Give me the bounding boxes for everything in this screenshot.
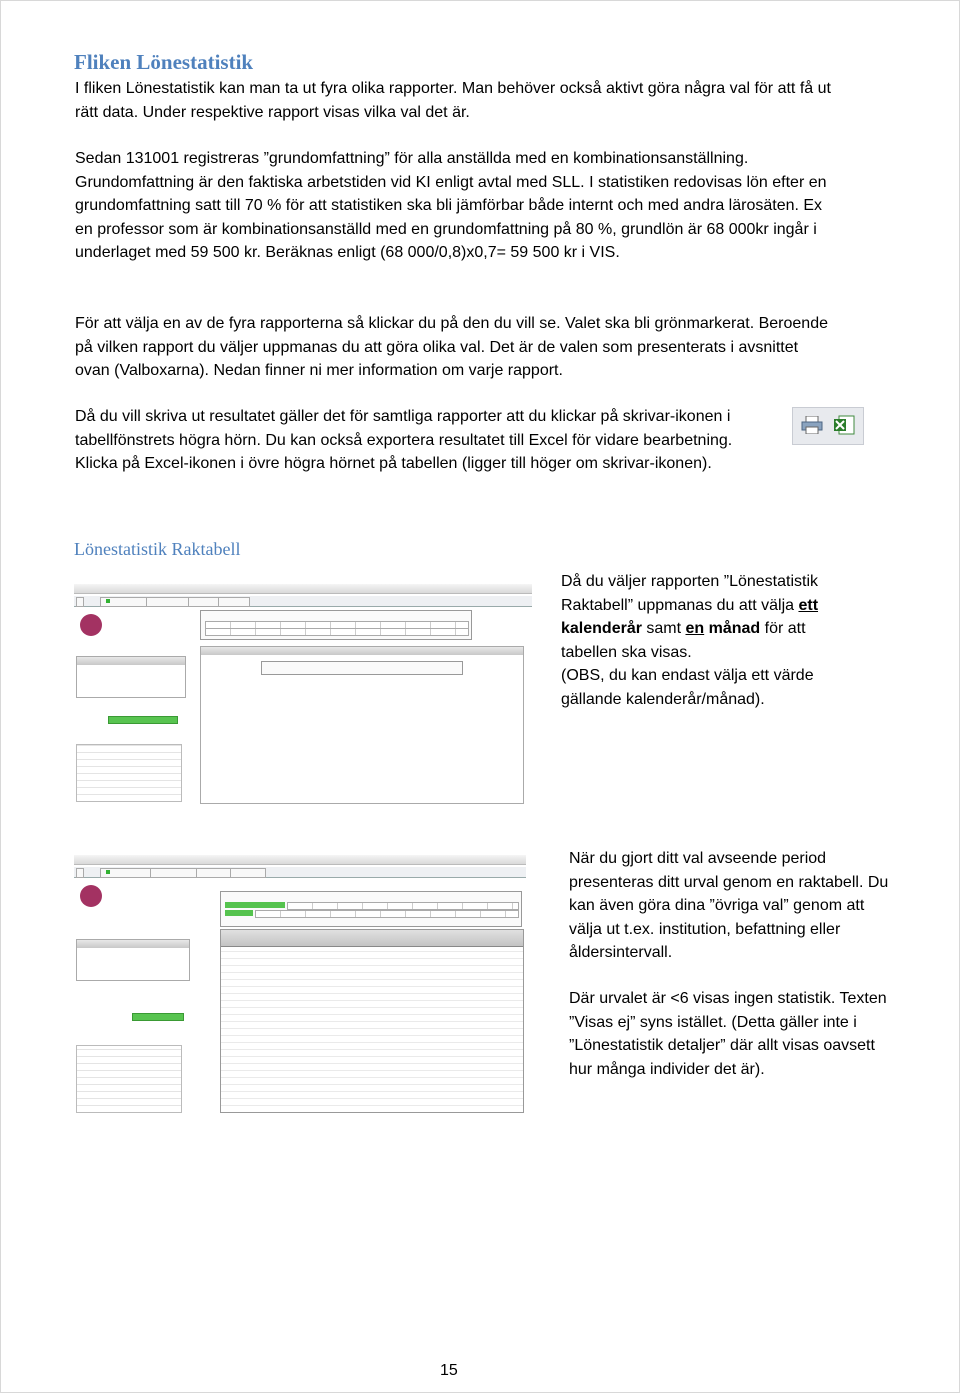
side1-text-c: för att tabellen ska visas. [561,620,806,661]
notice-box [261,661,463,675]
side1-text-b: samt [641,620,686,637]
intro-paragraph-1: I fliken Lönestatistik kan man ta ut fyra olika rapporter. Man behöver också aktivt göra några val för att få ut rätt data. Under respektive rapport visas vilka val det är. [75,80,831,121]
tab [76,597,84,607]
tab [196,868,234,878]
report-panel [200,646,524,804]
browser-toolbar [74,855,526,865]
month-row [205,628,469,636]
heading-main: Fliken Lönestatistik [74,50,254,74]
calendar-box [220,891,522,927]
page-number: 15 [440,1362,458,1379]
screenshot-calendar-selection [74,584,532,804]
tab-bar [74,867,526,878]
side1-en: en [685,620,705,637]
intro-paragraph-3: För att välja en av de fyra rapporterna så klickar du på den du vill se. Valet ska bli grönmarkerat. Beroende på vilken rapport du väljer uppmanas du att göra olika val. Det är de valen som presenterats i avsnittet ovan (Valboxarna). Nedan finner ni mer information om varje rapport. [75,315,828,379]
calendar-box [200,610,472,640]
selected-month [225,910,253,916]
other-choices-list [76,1045,182,1113]
tab [218,597,250,607]
tab [188,597,222,607]
side-text-1 [561,570,861,711]
selection-panel [76,939,190,981]
side1-ett: ett [798,596,819,614]
report-selected [108,716,178,724]
browser-toolbar [74,584,532,594]
tab [146,597,192,607]
selected-year [225,902,285,908]
side-text-2: När du gjort ditt val avseende period presenteras ditt urval genom en raktabell. Du kan även göra dina ”övriga val” genom att välja ut t.ex. institution, befattning eller åldersintervall. [569,850,889,961]
other-choices-list [76,744,182,802]
karolinska-logo [80,885,136,915]
excel-icon [833,414,855,436]
intro-paragraph-4: Då du vill skriva ut resultatet gäller det för samtliga rapporter att du klickar på skrivar-ikonen i tabellfönstrets högra hörn. Du kan också exportera resultatet till Excel för vidare bearbetning. Klicka på Excel-ikonen i övre högra hörnet på tabellen (ligger till höger om skrivar-ikonen). [75,408,733,472]
side1-kalenderar: kalenderår [561,620,642,637]
selection-panel [76,656,186,698]
tab [150,868,200,878]
report-selected [132,1013,184,1021]
month-row [255,910,519,918]
intro-paragraph-2: Sedan 131001 registreras ”grundomfattning” för alla anställda med en kombinationsanställning. Grundomfattning är den faktiska arbetstiden vid KI enligt avtal med SLL. I statistiken redovisas lön efter en grundomfattning satt till 70 % för att statistiken ska bli jämförbar både internt och med andra lärosäten. Ex en professor som är kombinationsanställd med en grundomfattning på 80 %, grundlön är 68 000kr ingår i underlaget med 59 500 kr. Beräknas enligt (68 000/0,8)x0,7= 59 500 kr i VIS. [75,150,827,261]
side1-manad: månad [704,620,761,637]
tab-active [100,597,148,607]
side1-obs: (OBS, du kan endast välja ett värde gällande kalenderår/månad). [561,667,814,708]
printer-icon [801,416,823,434]
side1-text-a: Då du väljer rapporten ”Lönestatistik Raktabell” uppmanas du att välja [561,573,819,614]
heading-section: Lönestatistik Raktabell [74,539,241,559]
tab-bar [74,596,532,607]
raktabell-table [220,929,524,1113]
tab [230,868,266,878]
karolinska-logo [80,614,136,644]
side-text-3: Där urvalet är <6 visas ingen statistik. Texten ”Visas ej” syns istället. (Detta gäller inte i ”Lönestatistik detaljer” där allt visas oavsett hur många individer det är). [569,990,887,1078]
print-excel-icons [792,407,864,445]
screenshot-raktabell [74,855,526,1113]
tab [76,868,84,878]
year-row [287,902,519,910]
tab-active [100,868,152,878]
